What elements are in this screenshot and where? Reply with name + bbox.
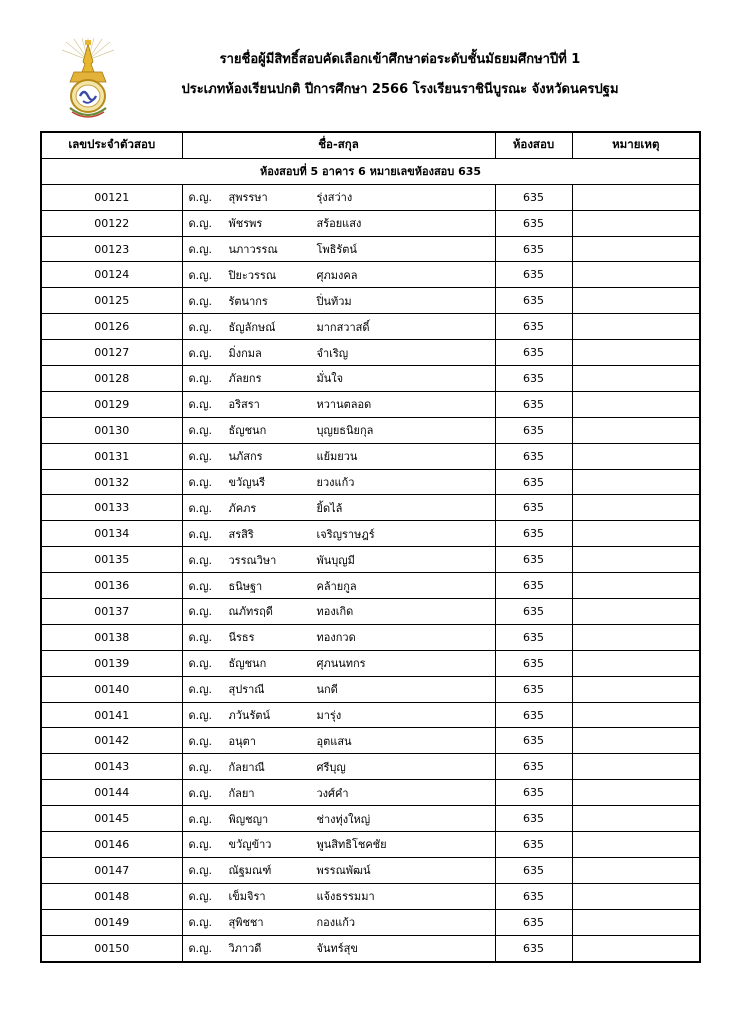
name-prefix: ด.ญ. (188, 191, 213, 205)
name-prefix: ด.ญ. (188, 760, 213, 774)
note-cell (572, 676, 700, 702)
note-cell (572, 417, 700, 443)
room-cell: 635 (495, 288, 572, 314)
last-name: อุตแสน (316, 734, 352, 748)
first-name: กัลยา (228, 786, 255, 800)
exam-id-cell: 00131 (41, 443, 182, 469)
room-cell: 635 (495, 754, 572, 780)
note-cell (572, 262, 700, 288)
table-row (41, 417, 700, 443)
table-row (41, 366, 700, 392)
exam-id-cell: 00148 (41, 883, 182, 909)
table-row (41, 728, 700, 754)
name-prefix: ด.ญ. (188, 812, 213, 826)
exam-id-cell: 00122 (41, 210, 182, 236)
exam-id-cell: 00141 (41, 702, 182, 728)
name-prefix: ด.ญ. (188, 243, 213, 256)
first-name: กัลยาณี (228, 760, 265, 774)
first-name: ขวัญนรี (228, 476, 265, 490)
exam-id-cell: 00143 (41, 754, 182, 780)
column-header-note: หมายเหตุ (572, 132, 700, 158)
last-name: แย้มยวน (316, 450, 358, 464)
table-row (41, 883, 700, 909)
room-cell: 635 (495, 935, 572, 961)
first-name: สุพิชชา (228, 916, 264, 930)
name-cell (182, 521, 495, 547)
last-name: ทองเกิด (316, 605, 354, 619)
last-name: ศุภนนทกร (316, 657, 366, 671)
note-cell (572, 391, 700, 417)
table-row (41, 391, 700, 417)
room-cell: 635 (495, 340, 572, 366)
table-row (41, 495, 700, 521)
name-prefix: ด.ญ. (188, 786, 213, 800)
name-prefix: ด.ญ. (188, 527, 213, 541)
name-prefix: ด.ญ. (188, 450, 213, 464)
note-cell (572, 728, 700, 754)
first-name: สรสิริ (228, 527, 254, 541)
first-name: นีรธร (228, 631, 255, 645)
note-cell (572, 883, 700, 909)
last-name: หวานตลอด (316, 398, 372, 412)
exam-id-cell: 00145 (41, 806, 182, 832)
first-name: พัชรพร (228, 217, 263, 231)
note-cell (572, 806, 700, 832)
last-name: ยวงแก้ว (316, 476, 355, 490)
name-cell (182, 780, 495, 806)
last-name: ศุภมงคล (316, 268, 358, 282)
exam-id-cell: 00126 (41, 314, 182, 340)
first-name: วรรณวิษา (228, 553, 277, 567)
table-header-row (41, 132, 700, 158)
table-row (41, 314, 700, 340)
name-cell (182, 573, 495, 599)
exam-id-cell: 00130 (41, 417, 182, 443)
note-cell (572, 521, 700, 547)
first-name: สุปราณี (228, 683, 265, 697)
first-name: ธัญชนก (228, 424, 267, 438)
name-cell (182, 391, 495, 417)
name-prefix: ด.ญ. (188, 605, 213, 619)
room-cell: 635 (495, 832, 572, 858)
room-cell: 635 (495, 469, 572, 495)
name-cell (182, 417, 495, 443)
name-cell (182, 366, 495, 392)
first-name: ภัคภร (228, 501, 257, 515)
note-cell (572, 832, 700, 858)
last-name: พันบุญมี (316, 553, 355, 567)
room-cell: 635 (495, 599, 572, 625)
name-prefix: ด.ญ. (188, 864, 213, 878)
exam-roster-table (40, 131, 701, 963)
exam-id-cell: 00128 (41, 366, 182, 392)
exam-id-cell: 00135 (41, 547, 182, 573)
name-cell (182, 547, 495, 573)
room-cell: 635 (495, 366, 572, 392)
exam-id-cell: 00146 (41, 832, 182, 858)
table-row (41, 236, 700, 262)
name-prefix: ด.ญ. (188, 553, 213, 567)
last-name: ศรีบุญ (316, 760, 346, 774)
exam-id-cell: 00140 (41, 676, 182, 702)
room-cell: 635 (495, 780, 572, 806)
room-cell: 635 (495, 702, 572, 728)
note-cell (572, 909, 700, 935)
table-row (41, 909, 700, 935)
name-prefix: ด.ญ. (188, 657, 213, 671)
first-name: นภัสกร (228, 450, 263, 464)
first-name: ภัลยกร (228, 372, 262, 386)
last-name: นกดี (316, 683, 338, 697)
name-prefix: ด.ญ. (188, 294, 213, 308)
room-cell: 635 (495, 184, 572, 210)
last-name: เจริญราษฎร์ (316, 527, 375, 541)
column-header-name: ชื่อ-สกุล (182, 132, 495, 158)
first-name: รัตนากร (228, 294, 268, 308)
table-row (41, 650, 700, 676)
name-prefix: ด.ญ. (188, 709, 213, 723)
last-name: มารุ่ง (316, 709, 342, 723)
last-name: กองแก้ว (316, 916, 356, 930)
note-cell (572, 210, 700, 236)
room-cell: 635 (495, 547, 572, 573)
exam-id-cell: 00150 (41, 935, 182, 961)
room-cell: 635 (495, 495, 572, 521)
note-cell (572, 573, 700, 599)
name-cell (182, 806, 495, 832)
room-cell: 635 (495, 210, 572, 236)
name-cell (182, 832, 495, 858)
name-cell (182, 184, 495, 210)
name-prefix: ด.ญ. (188, 683, 213, 697)
room-cell: 635 (495, 909, 572, 935)
note-cell (572, 780, 700, 806)
last-name: มั่นใจ (316, 372, 344, 386)
last-name: มากสวาสดิ์ (316, 320, 370, 334)
room-cell: 635 (495, 391, 572, 417)
name-cell (182, 469, 495, 495)
table-row (41, 806, 700, 832)
first-name: พิญชญา (228, 812, 269, 826)
last-name: โพธิรัตน์ (316, 243, 357, 256)
room-cell: 635 (495, 262, 572, 288)
first-name: ณภัทรฤดี (228, 605, 273, 619)
last-name: ช่างทุ่งใหญ่ (316, 812, 371, 826)
section-row (41, 158, 700, 184)
exam-id-cell: 00142 (41, 728, 182, 754)
name-cell (182, 314, 495, 340)
note-cell (572, 184, 700, 210)
table-row (41, 469, 700, 495)
table-row (41, 624, 700, 650)
last-name: ยิ้ดไล้ (316, 501, 343, 515)
last-name: รุ่งสว่าง (316, 191, 353, 205)
table-row (41, 288, 700, 314)
note-cell (572, 340, 700, 366)
school-emblem-icon (60, 38, 116, 120)
first-name: อริสรา (228, 398, 260, 412)
first-name: มิ่งกมล (228, 346, 262, 360)
room-cell: 635 (495, 728, 572, 754)
name-cell (182, 935, 495, 961)
name-prefix: ด.ญ. (188, 346, 213, 360)
room-cell: 635 (495, 883, 572, 909)
last-name: วงศ์คำ (316, 786, 349, 800)
last-name: คล้ายกูล (316, 579, 357, 593)
name-prefix: ด.ญ. (188, 268, 213, 282)
exam-id-cell: 00136 (41, 573, 182, 599)
exam-id-cell: 00129 (41, 391, 182, 417)
name-cell (182, 288, 495, 314)
name-prefix: ด.ญ. (188, 372, 213, 386)
column-header-room: ห้องสอบ (495, 132, 572, 158)
name-prefix: ด.ญ. (188, 320, 213, 334)
name-prefix: ด.ญ. (188, 398, 213, 412)
table-row (41, 702, 700, 728)
name-cell (182, 443, 495, 469)
first-name: ธัญชนก (228, 657, 267, 671)
table-row (41, 599, 700, 625)
first-name: สุพรรษา (228, 191, 268, 205)
table-row (41, 547, 700, 573)
table-row (41, 676, 700, 702)
note-cell (572, 366, 700, 392)
name-cell (182, 754, 495, 780)
section-label: ห้องสอบที่ 5 อาคาร 6 หมายเลขห้องสอบ 635 (41, 158, 700, 184)
exam-id-cell: 00127 (41, 340, 182, 366)
last-name: พรรณพัฒน์ (316, 864, 371, 878)
name-cell (182, 857, 495, 883)
name-prefix: ด.ญ. (188, 217, 213, 231)
name-cell (182, 676, 495, 702)
exam-id-cell: 00137 (41, 599, 182, 625)
note-cell (572, 443, 700, 469)
name-prefix: ด.ญ. (188, 631, 213, 645)
name-prefix: ด.ญ. (188, 838, 213, 852)
table-row (41, 573, 700, 599)
first-name: ธนิษฐา (228, 579, 263, 593)
name-cell (182, 728, 495, 754)
room-cell: 635 (495, 236, 572, 262)
name-cell (182, 624, 495, 650)
document-header (0, 0, 742, 120)
exam-id-cell: 00123 (41, 236, 182, 262)
room-cell: 635 (495, 650, 572, 676)
first-name: นภาวรรณ (228, 243, 278, 256)
document-title: รายชื่อผู้มีสิทธิ์สอบคัดเลือกเข้าศึกษาต่อระดับชั้นมัธยมศึกษาปีที่ 1 (219, 52, 581, 67)
exam-id-cell: 00144 (41, 780, 182, 806)
last-name: ทองกวด (316, 631, 356, 645)
first-name: ธัญลักษณ์ (228, 320, 276, 334)
exam-id-cell: 00139 (41, 650, 182, 676)
exam-id-cell: 00121 (41, 184, 182, 210)
name-prefix: ด.ญ. (188, 916, 213, 930)
note-cell (572, 236, 700, 262)
note-cell (572, 547, 700, 573)
table-row (41, 210, 700, 236)
name-cell (182, 340, 495, 366)
name-prefix: ด.ญ. (188, 501, 213, 515)
name-prefix: ด.ญ. (188, 942, 213, 956)
table-row (41, 754, 700, 780)
room-cell: 635 (495, 676, 572, 702)
last-name: แจ้งธรรมมา (316, 890, 375, 904)
first-name: วิภาวดี (228, 942, 262, 956)
note-cell (572, 495, 700, 521)
room-cell: 635 (495, 521, 572, 547)
room-cell: 635 (495, 806, 572, 832)
note-cell (572, 857, 700, 883)
name-cell (182, 236, 495, 262)
first-name: ภวันรัตน์ (228, 709, 271, 723)
exam-id-cell: 00149 (41, 909, 182, 935)
room-cell: 635 (495, 624, 572, 650)
name-cell (182, 650, 495, 676)
name-prefix: ด.ญ. (188, 424, 213, 438)
note-cell (572, 599, 700, 625)
exam-id-cell: 00147 (41, 857, 182, 883)
note-cell (572, 624, 700, 650)
exam-id-cell: 00124 (41, 262, 182, 288)
room-cell: 635 (495, 314, 572, 340)
name-cell (182, 702, 495, 728)
note-cell (572, 650, 700, 676)
note-cell (572, 469, 700, 495)
last-name: จำเริญ (316, 346, 349, 360)
table-row (41, 340, 700, 366)
table-row (41, 184, 700, 210)
note-cell (572, 754, 700, 780)
column-header-exam-id: เลขประจำตัวสอบ (41, 132, 182, 158)
last-name: ปิ่นท้วม (316, 294, 352, 308)
name-cell (182, 210, 495, 236)
exam-id-cell: 00125 (41, 288, 182, 314)
name-prefix: ด.ญ. (188, 579, 213, 593)
exam-id-cell: 00132 (41, 469, 182, 495)
first-name: เข็มจิรา (228, 890, 266, 904)
document-subtitle: ประเภทห้องเรียนปกติ ปีการศึกษา 2566 โรงเรียนราชินีบูรณะ จังหวัดนครปฐม (181, 82, 619, 97)
note-cell (572, 935, 700, 961)
table-row (41, 262, 700, 288)
note-cell (572, 288, 700, 314)
name-cell (182, 262, 495, 288)
table-row (41, 521, 700, 547)
table-row (41, 780, 700, 806)
exam-id-cell: 00134 (41, 521, 182, 547)
first-name: ณัฐมณฑ์ (228, 864, 272, 878)
name-cell (182, 599, 495, 625)
first-name: ขวัญข้าว (228, 838, 272, 852)
room-cell: 635 (495, 443, 572, 469)
table-row (41, 443, 700, 469)
last-name: พูนสิทธิโชคชัย (316, 838, 387, 852)
first-name: อนุตา (228, 734, 256, 748)
table-row (41, 857, 700, 883)
room-cell: 635 (495, 417, 572, 443)
exam-id-cell: 00133 (41, 495, 182, 521)
exam-id-cell: 00138 (41, 624, 182, 650)
first-name: ปิยะวรรณ (228, 268, 277, 282)
last-name: บุญยธนิยกุล (316, 424, 374, 438)
name-cell (182, 883, 495, 909)
name-prefix: ด.ญ. (188, 734, 213, 748)
table-row (41, 832, 700, 858)
note-cell (572, 314, 700, 340)
name-prefix: ด.ญ. (188, 476, 213, 490)
last-name: จันทร์สุข (316, 942, 358, 956)
room-cell: 635 (495, 573, 572, 599)
room-cell: 635 (495, 857, 572, 883)
name-cell (182, 909, 495, 935)
last-name: สร้อยแสง (316, 217, 362, 231)
name-prefix: ด.ญ. (188, 890, 213, 904)
table-row (41, 935, 700, 961)
name-cell (182, 495, 495, 521)
note-cell (572, 702, 700, 728)
